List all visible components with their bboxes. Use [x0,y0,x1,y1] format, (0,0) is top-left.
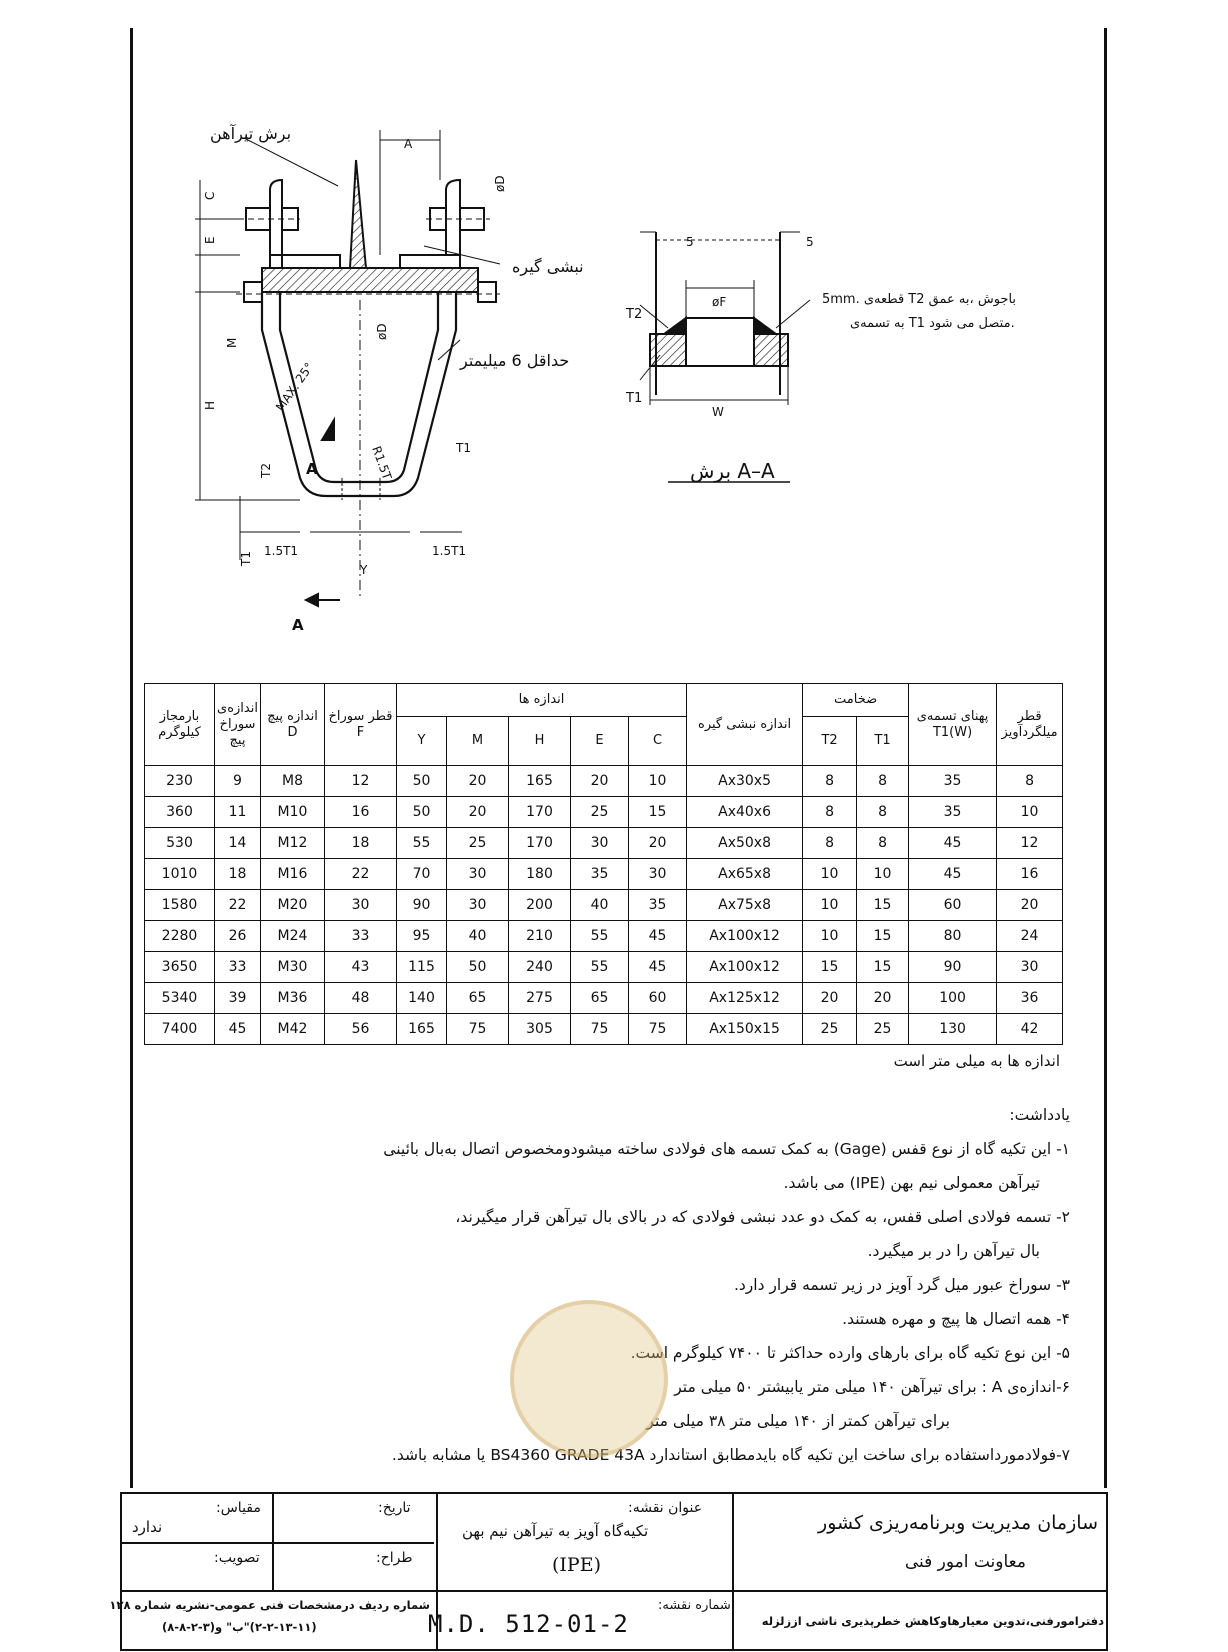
table-cell: 33 [325,921,397,952]
table-row [145,828,1063,859]
note-item: ۷-فولادمورداستفاده برای ساخت این تکیه گاه بایدمطابق استاندارد BS4360 GRADE 43A یا مشابه باشد. [391,1446,1070,1464]
table-cell: 20 [447,766,509,797]
table-cell: Ax40x6 [687,797,803,828]
table-cell: 305 [509,1014,571,1045]
header-m: M [447,717,509,766]
table-cell: 22 [215,890,261,921]
table-cell: 200 [509,890,571,921]
table-cell: 10 [857,859,909,890]
label-section-5-right: 5 [806,235,814,249]
table-cell: 22 [325,859,397,890]
label-section-w: W [712,405,724,419]
date-label: تاریخ: [378,1500,411,1516]
table-cell: 9 [215,766,261,797]
table-cell: 90 [909,952,997,983]
table-cell: Ax65x8 [687,859,803,890]
table-cell: 35 [571,859,629,890]
table-cell: 8 [803,828,857,859]
ref-line2: (۲-۲-۱۳-۱۱)"ب" و(۳-۲-۸-۸) [162,1620,317,1634]
header-t1: T1 [857,717,909,766]
table-cell: 8 [857,828,909,859]
label-dim-d-upper: øD [493,175,507,192]
label-dim-y: Y [360,563,368,577]
title-value2: (IPE) [552,1554,601,1576]
note-item: ۲- تسمه فولادی اصلی قفس، به کمک دو عدد نبشی فولادی که در بالای بال تیرآهن قرار میگیرند، [455,1208,1070,1226]
table-cell: 3650 [145,952,215,983]
table-cell: 20 [803,983,857,1014]
table-cell: 56 [325,1014,397,1045]
right-angle [400,255,460,268]
table-cell: 10 [997,797,1063,828]
table-cell: 42 [997,1014,1063,1045]
label-section-t1: T1 [626,391,643,406]
table-cell: 210 [509,921,571,952]
table-cell: 33 [215,952,261,983]
header-t2: T2 [803,717,857,766]
table-cell: 25 [447,828,509,859]
table-cell: 95 [397,921,447,952]
label-section-t2: T2 [626,307,643,322]
section-note-line1: 5mm. قطعه‌ی T2 باجوش ،به عمق [822,292,1017,307]
table-cell: 275 [509,983,571,1014]
label-dim-m: M [225,337,239,348]
table-cell: 60 [909,890,997,921]
label-section-a-upper: A [306,460,318,478]
hanger-drawing [0,0,1228,680]
label-section-f: øF [712,295,727,309]
scale-label: مقیاس: [216,1500,261,1516]
notes-heading: یادداشت: [1009,1106,1070,1124]
table-cell: 7400 [145,1014,215,1045]
note-item: بال تیرآهن را در بر میگیرد. [867,1242,1040,1260]
table-cell: 115 [397,952,447,983]
header-dimensions: اندازه ها [397,684,687,717]
table-cell: 39 [215,983,261,1014]
table-cell: 15 [803,952,857,983]
section-title: برش A–A [690,459,775,483]
header-strap-width: پهنای تسمه‌ی T1(W) [909,684,997,766]
beam-flange [262,268,478,292]
table-cell: 25 [571,797,629,828]
table-row [145,952,1063,983]
table-cell: 170 [509,797,571,828]
note-item: تیرآهن معمولی نیم بهن (IPE) می باشد. [783,1174,1040,1192]
table-cell: 18 [215,859,261,890]
note-item: برای تیرآهن کمتر از ۱۴۰ میلی متر ۳۸ میلی متر [646,1412,950,1430]
title-label: عنوان نقشه: [628,1500,703,1516]
org-line1: سازمان مدیریت وبرنامه‌ریزی کشور [818,1512,1098,1534]
table-cell: 20 [629,828,687,859]
table-cell: 35 [629,890,687,921]
label-dim-a: A [404,137,413,151]
left-angle [270,255,340,268]
table-cell: M10 [261,797,325,828]
table-cell: 75 [447,1014,509,1045]
table-cell: 170 [509,828,571,859]
label-min-6mm: حداقل 6 میلیمتر [460,351,570,370]
table-cell: 30 [997,952,1063,983]
org-line3: دفترامورفنی،تدوین معیارهاوکاهش خطرپذیری ناشی اززلزله [761,1614,1104,1628]
table-cell: 230 [145,766,215,797]
table-row [145,983,1063,1014]
table-cell: 15 [857,921,909,952]
table-cell: 165 [509,766,571,797]
table-cell: 36 [997,983,1063,1014]
table-cell: 80 [909,921,997,952]
table-cell: Ax100x12 [687,952,803,983]
table-cell: 24 [997,921,1063,952]
table-cell: 530 [145,828,215,859]
table-cell: 55 [571,952,629,983]
label-t2-main: T2 [259,463,273,478]
label-15t1-left: 1.5T1 [264,544,299,558]
table-row [145,1014,1063,1045]
table-cell: 180 [509,859,571,890]
approval-label: تصویب: [214,1550,260,1566]
table-cell: 35 [909,766,997,797]
header-hole-size: اندازه‌ی سوراخ پیچ [215,684,261,766]
table-cell: Ax125x12 [687,983,803,1014]
label-section-a-lower: A [292,616,304,634]
table-cell: 14 [215,828,261,859]
table-cell: 30 [629,859,687,890]
table-cell: 75 [571,1014,629,1045]
table-cell: M12 [261,828,325,859]
section-note-line2: به تسمه‌ی T1 متصل می شود. [850,316,1015,331]
note-item: ۶-اندازه‌ی A : برای تیرآهن ۱۴۰ میلی متر یابیشتر ۵۰ میلی متر [674,1378,1070,1396]
table-cell: M20 [261,890,325,921]
table-cell: 16 [325,797,397,828]
table-row [145,921,1063,952]
note-item: ۴- همه اتصال ها پیچ و مهره هستند. [842,1310,1070,1328]
table-cell: 130 [909,1014,997,1045]
note-item: ۱- این تکیه گاه از نوع قفس (Gage) به کمک تسمه های فولادی ساخته میشودومخصوص اتصال به‌بال بائینی [383,1140,1070,1158]
table-cell: 11 [215,797,261,828]
table-cell: 100 [909,983,997,1014]
table-cell: 50 [447,952,509,983]
label-beam-section: برش تیرآهن [210,124,292,143]
header-angle: اندازه نبشی گیره [687,684,803,766]
label-t1-main: T1 [456,441,471,455]
table-cell: 50 [397,766,447,797]
table-cell: M24 [261,921,325,952]
table-row [145,797,1063,828]
label-15t1-right: 1.5T1 [432,544,467,558]
table-cell: 16 [997,859,1063,890]
table-cell: 70 [397,859,447,890]
table-cell: 140 [397,983,447,1014]
table-cell: M30 [261,952,325,983]
table-cell: 165 [397,1014,447,1045]
org-line2: معاونت امور فنی [904,1552,1026,1572]
table-cell: 10 [629,766,687,797]
table-cell: 25 [803,1014,857,1045]
table-cell: 1010 [145,859,215,890]
table-cell: 90 [397,890,447,921]
table-cell: 8 [857,766,909,797]
table-cell: 48 [325,983,397,1014]
table-cell: 12 [997,828,1063,859]
table-cell: 15 [857,952,909,983]
table-cell: 10 [803,921,857,952]
header-h: H [509,717,571,766]
label-angle-gusset: نبشی گیره [512,257,584,276]
table-cell: M36 [261,983,325,1014]
table-cell: 60 [629,983,687,1014]
header-bolt-size: اندازه پیچ D [261,684,325,766]
label-section-5-left: 5 [686,235,694,249]
table-cell: 1580 [145,890,215,921]
table-cell: 75 [629,1014,687,1045]
table-cell: 18 [325,828,397,859]
table-cell: 10 [803,890,857,921]
table-cell: 8 [997,766,1063,797]
table-cell: 65 [571,983,629,1014]
title-value: تکیه‌گاه آویز به تیرآهن نیم بهن [462,1522,649,1540]
table-row [145,766,1063,797]
table-cell: Ax75x8 [687,890,803,921]
table-cell: 40 [447,921,509,952]
table-cell: M16 [261,859,325,890]
table-cell: 45 [909,828,997,859]
table-cell: 55 [571,921,629,952]
label-dim-e: E [203,236,217,244]
table-cell: 20 [571,766,629,797]
title-block [109,1492,1108,1651]
ref-line1: شماره ردیف درمشخصات فنی عمومی-نشریه شماره ۱۲۸ [109,1598,430,1612]
table-cell: 45 [629,921,687,952]
table-cell: 15 [857,890,909,921]
table-cell: 20 [447,797,509,828]
table-cell: 45 [215,1014,261,1045]
table-cell: 30 [447,859,509,890]
designer-label: طراح: [376,1550,413,1566]
table-cell: 43 [325,952,397,983]
label-dim-c: C [203,191,217,200]
table-cell: 25 [857,1014,909,1045]
label-dim-h: H [203,400,217,410]
table-cell: 12 [325,766,397,797]
label-radius: R1.5T [369,444,395,482]
table-cell: M8 [261,766,325,797]
scale-value: ندارد [132,1518,163,1536]
header-load: بارمجاز کیلوگرم [145,684,215,766]
table-cell: Ax100x12 [687,921,803,952]
table-cell: 8 [803,766,857,797]
header-rod-dia: قطر میلگردآویز [997,684,1063,766]
label-dim-d-lower: øD [375,323,389,340]
table-cell: 45 [909,859,997,890]
table-cell: 20 [997,890,1063,921]
table-cell: 30 [325,890,397,921]
table-cell: 35 [909,797,997,828]
table-cell: 8 [803,797,857,828]
table-cell: 2280 [145,921,215,952]
watermark-seal [510,1300,668,1458]
table-row [145,859,1063,890]
table-cell: 30 [571,828,629,859]
header-y: Y [397,717,447,766]
header-c: C [629,717,687,766]
table-cell: Ax50x8 [687,828,803,859]
table-cell: 10 [803,859,857,890]
note-item: ۵- این نوع تکیه گاه برای بارهای وارده حداکثر تا ۷۴۰۰ کیلوگرم است. [630,1344,1070,1362]
table-cell: 15 [629,797,687,828]
table-cell: Ax30x5 [687,766,803,797]
table-cell: 26 [215,921,261,952]
table-cell: 20 [857,983,909,1014]
table-cell: 55 [397,828,447,859]
table-cell: 65 [447,983,509,1014]
label-max-angle: MAX. 25° [272,360,317,414]
header-hole-dia: قطر سوراخ F [325,684,397,766]
table-cell: 30 [447,890,509,921]
table-cell: Ax150x15 [687,1014,803,1045]
spec-table-body [145,766,1063,1045]
units-note: اندازه ها به میلی متر است [893,1052,1060,1070]
spec-table [144,683,1063,1045]
table-cell: 360 [145,797,215,828]
header-e: E [571,717,629,766]
beam-web [350,160,366,268]
table-cell: 5340 [145,983,215,1014]
table-cell: 40 [571,890,629,921]
table-cell: 45 [629,952,687,983]
table-cell: M42 [261,1014,325,1045]
table-cell: 8 [857,797,909,828]
sheet-label: شماره نقشه: [658,1598,731,1613]
header-thickness: ضخامت [803,684,909,717]
table-cell: 240 [509,952,571,983]
label-t1-bottom: T1 [239,551,253,566]
note-item: ۳- سوراخ عبور میل گرد آویز در زیر تسمه قرار دارد. [733,1276,1070,1294]
table-cell: 50 [397,797,447,828]
table-row [145,890,1063,921]
sheet-value: M.D. 512-01-2 [428,1610,629,1638]
